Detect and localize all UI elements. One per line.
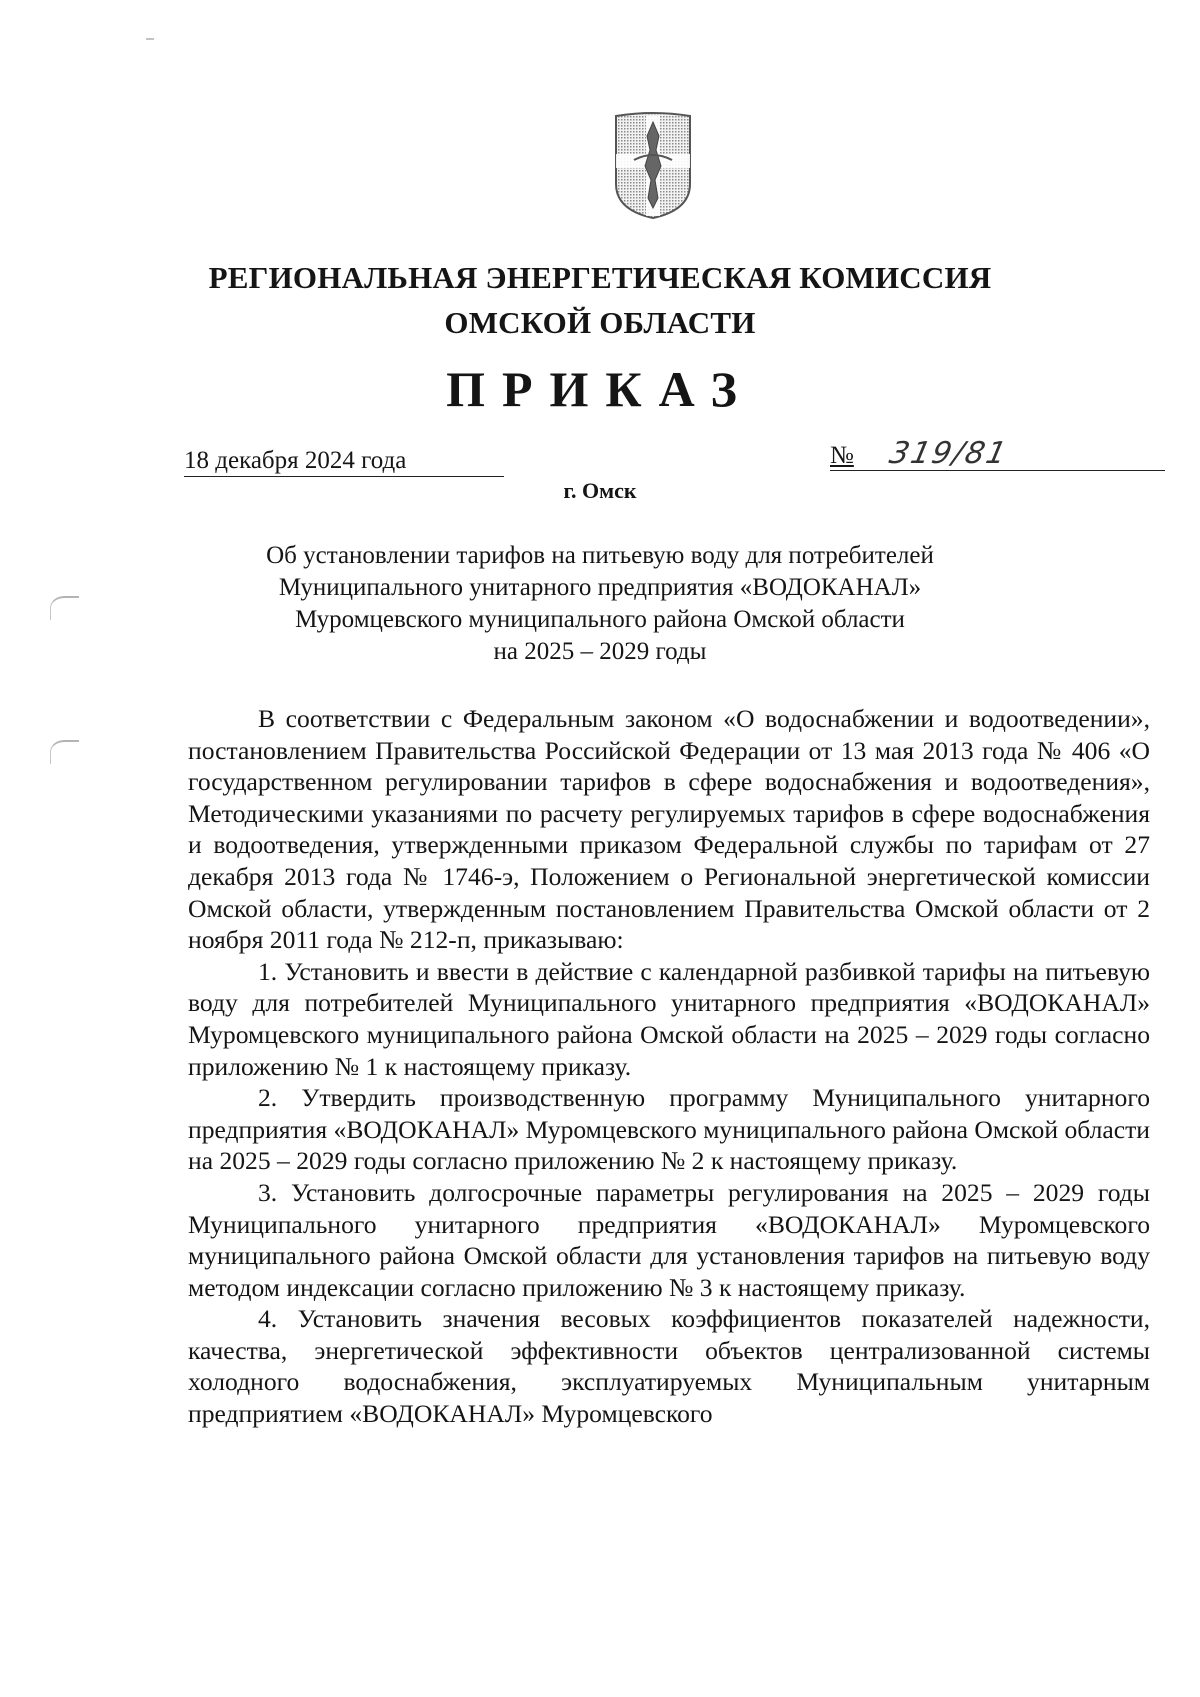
subject-line-4: на 2025 – 2029 годы [493, 638, 707, 665]
order-item-1: 1. Установить и ввести в действие с календарной разбивкой тарифы на питьевую воду для потребителей Муниципального унитарного предприятия «ВОДОКАНАЛ» Муромцевского муниципального района Омской области на 2025 – 2029 годы согласно приложению № 1 к настоящему приказу. [188, 956, 1150, 1081]
document-city: г. Омск [563, 478, 637, 503]
document-date: 18 декабря 2024 года [184, 447, 504, 477]
organization-line-2: ОМСКОЙ ОБЛАСТИ [444, 305, 756, 340]
document-type-heading: ПРИКАЗ [446, 361, 754, 417]
coat-of-arms-emblem [612, 110, 694, 220]
subject-line-3: Муромцевского муниципального района Омской области [295, 606, 905, 633]
preamble-paragraph: В соответствии с Федеральным законом «О водоснабжении и водоотведении», постановлением Правительства Российской Федерации от 13 мая 2013 года № 406 «О государственном регулировании тарифов в сфере водоснабжения и водоотведения», Методическими указаниями по расчету регулируемых тарифов в сфере водоснабжения и водоотведения, утвержденными приказом Федеральной службы по тарифам от 27 декабря 2013 года № 1746-э, Положением о Региональной энергетической комиссии Омской области, утвержденным постановлением Правительства Омской области от 2 ноября 2011 года № 212-п, приказываю: [188, 704, 1150, 955]
order-item-3: 3. Установить долгосрочные параметры регулирования на 2025 – 2029 годы Муниципального унитарного предприятия «ВОДОКАНАЛ» Муромцевского муниципального района Омской области для установления тарифов на питьевую воду методом индексации согласно приложению № 3 к настоящему приказу. [188, 1177, 1150, 1302]
punch-hole-mark [50, 596, 79, 620]
document-number-field [830, 436, 1165, 471]
order-item-2: 2. Утвердить производственную программу Муниципального унитарного предприятия «ВОДОКАНАЛ» Муромцевского муниципального района Омской области на 2025 – 2029 годы согласно приложению № 2 к настоящему приказу. [188, 1083, 1150, 1176]
document-subject [230, 540, 970, 668]
punch-hole-mark [50, 740, 79, 764]
order-item-4: 4. Установить значения весовых коэффициентов показателей надежности, качества, энергетической эффективности объектов централизованной системы холодного водоснабжения, эксплуатируемых Муниципальным унитарным предприятием «ВОДОКАНАЛ» Муромцевского [188, 1304, 1150, 1429]
scan-speck [146, 38, 154, 40]
document-body [188, 703, 1150, 1430]
number-sign: № [830, 442, 854, 469]
subject-line-2: Муниципального унитарного предприятия «ВОДОКАНАЛ» [278, 574, 922, 601]
organization-title [180, 255, 1020, 345]
handwritten-document-number: 319/81 [886, 436, 1012, 471]
subject-line-1: Об установлении тарифов на питьевую воду для потребителей [266, 542, 934, 569]
organization-line-1: РЕГИОНАЛЬНАЯ ЭНЕРГЕТИЧЕСКАЯ КОМИССИЯ [208, 260, 992, 295]
